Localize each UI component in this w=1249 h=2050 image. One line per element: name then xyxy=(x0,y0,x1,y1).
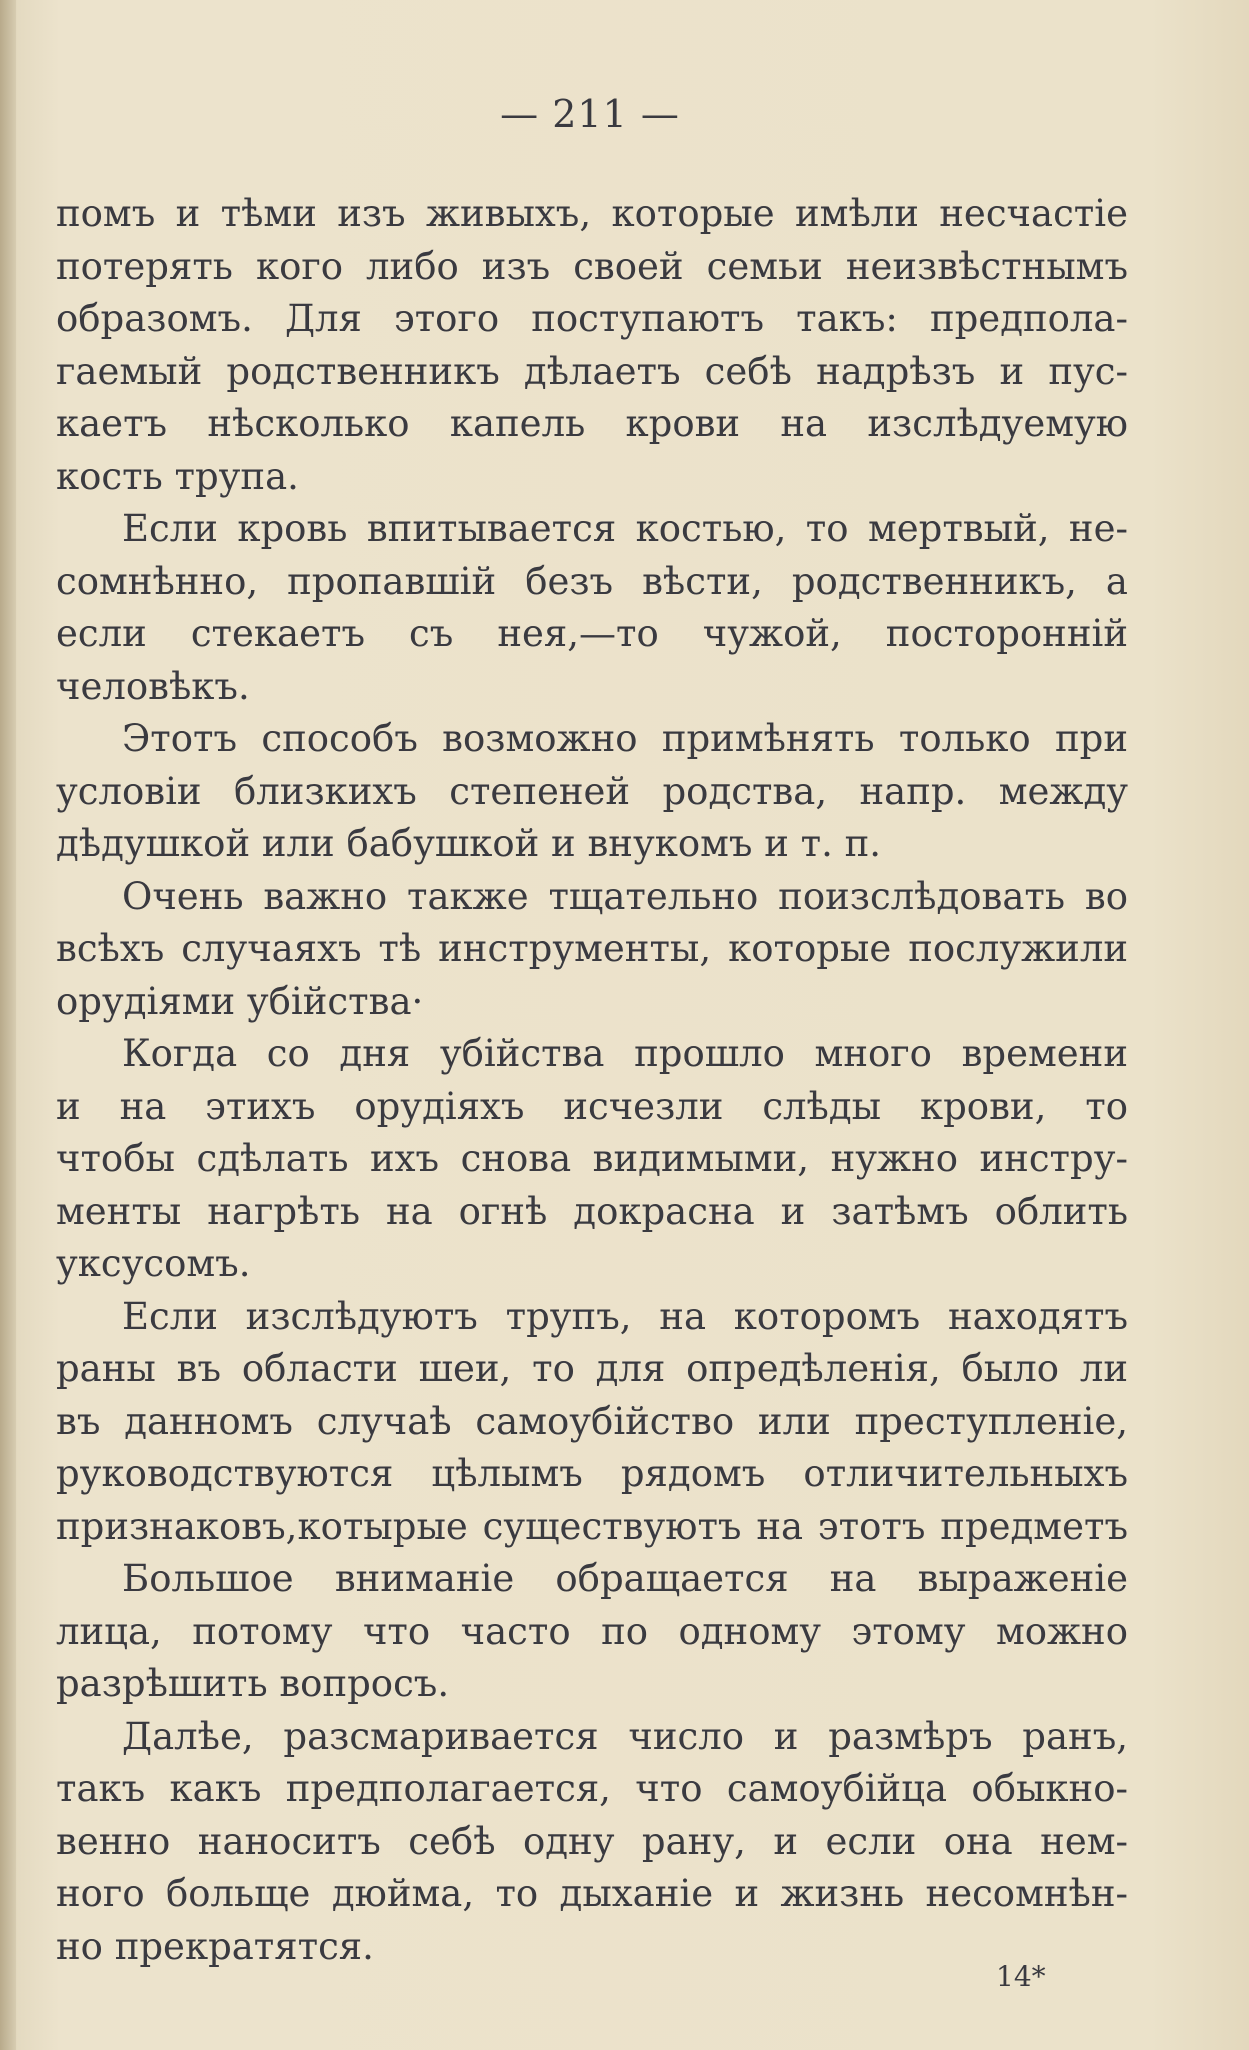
page-number: — 211 — xyxy=(500,92,680,136)
text-line: помъ и тѣми изъ живыхъ, которые имѣли несчастіе xyxy=(56,192,1128,235)
text-line: потерять кого либо изъ своей семьи неизвѣстнымъ xyxy=(56,244,1128,288)
text-line: разрѣшить вопросъ. xyxy=(56,1662,450,1705)
text-line: и на этихъ орудіяхъ исчезли слѣды крови, то xyxy=(56,1084,1128,1128)
text-line: если стекаетъ съ нея,—то чужой, посторонній xyxy=(56,612,1128,655)
text-line: признаковъ,котырые существуютъ на этотъ предметъ xyxy=(56,1504,1128,1548)
page-binding-edge xyxy=(0,0,16,2050)
printer-signature-mark: 14* xyxy=(996,1960,1046,1993)
text-line: образомъ. Для этого поступаютъ такъ: предпола- xyxy=(56,297,1128,340)
text-line: человѣкъ. xyxy=(56,664,250,708)
text-line: уксусомъ. xyxy=(56,1242,251,1285)
text-line: всѣхъ случаяхъ тѣ инструменты, которые послужили xyxy=(56,927,1128,970)
text-line: въ данномъ случаѣ самоубійство или преступленіе, xyxy=(56,1399,1128,1443)
paragraph-first-line: Если кровь впитывается костью, то мертвый, не- xyxy=(122,507,1128,550)
text-line: орудіями убійства· xyxy=(56,979,424,1023)
paragraph-first-line: Очень важно также тщательно поизслѣдовать во xyxy=(122,874,1128,918)
paragraph-first-line: Далѣе, разсмаривается число и размѣръ ранъ, xyxy=(122,1714,1128,1758)
text-line: менты нагрѣть на огнѣ докрасна и затѣмъ облить xyxy=(56,1189,1128,1233)
text-line: дѣдушкой или бабушкой и внукомъ и т. п. xyxy=(56,822,882,865)
text-line: раны въ области шеи, то для опредѣленія, было ли xyxy=(56,1347,1128,1390)
paragraph-first-line: Когда со дня убійства прошло много времени xyxy=(122,1032,1128,1075)
paragraph-first-line: Этотъ способъ возможно примѣнять только при xyxy=(122,717,1128,760)
text-line: условіи близкихъ степеней родства, напр. между xyxy=(56,769,1128,813)
body-text xyxy=(56,188,1128,1973)
text-line: гаемый родственникъ дѣлаетъ себѣ надрѣзъ и пус- xyxy=(56,349,1128,393)
text-line: но прекратятся. xyxy=(56,1924,374,1968)
text-line: лица, потому что часто по одному этому можно xyxy=(56,1609,1128,1653)
text-line: такъ какъ предполагается, что самоубійца обыкно- xyxy=(56,1767,1128,1810)
text-line: кость трупа. xyxy=(56,454,299,498)
paragraph-first-line: Если изслѣдуютъ трупъ, на которомъ находятъ xyxy=(122,1294,1128,1338)
text-line: чтобы сдѣлать ихъ снова видимыми, нужно инстру- xyxy=(56,1137,1128,1180)
text-line: ного больще дюйма, то дыханіе и жизнь несомнѣн- xyxy=(56,1872,1128,1915)
paragraph-first-line: Большое вниманіе обращается на выраженіе xyxy=(122,1557,1128,1600)
text-line: сомнѣнно, пропавшій безъ вѣсти, родственникъ, а xyxy=(56,559,1128,603)
text-line: венно наноситъ себѣ одну рану, и если она нем- xyxy=(56,1819,1128,1863)
text-line: каетъ нѣсколько капель крови на изслѣдуемую xyxy=(56,402,1128,445)
text-line: руководствуются цѣлымъ рядомъ отличительныхъ xyxy=(56,1452,1128,1495)
